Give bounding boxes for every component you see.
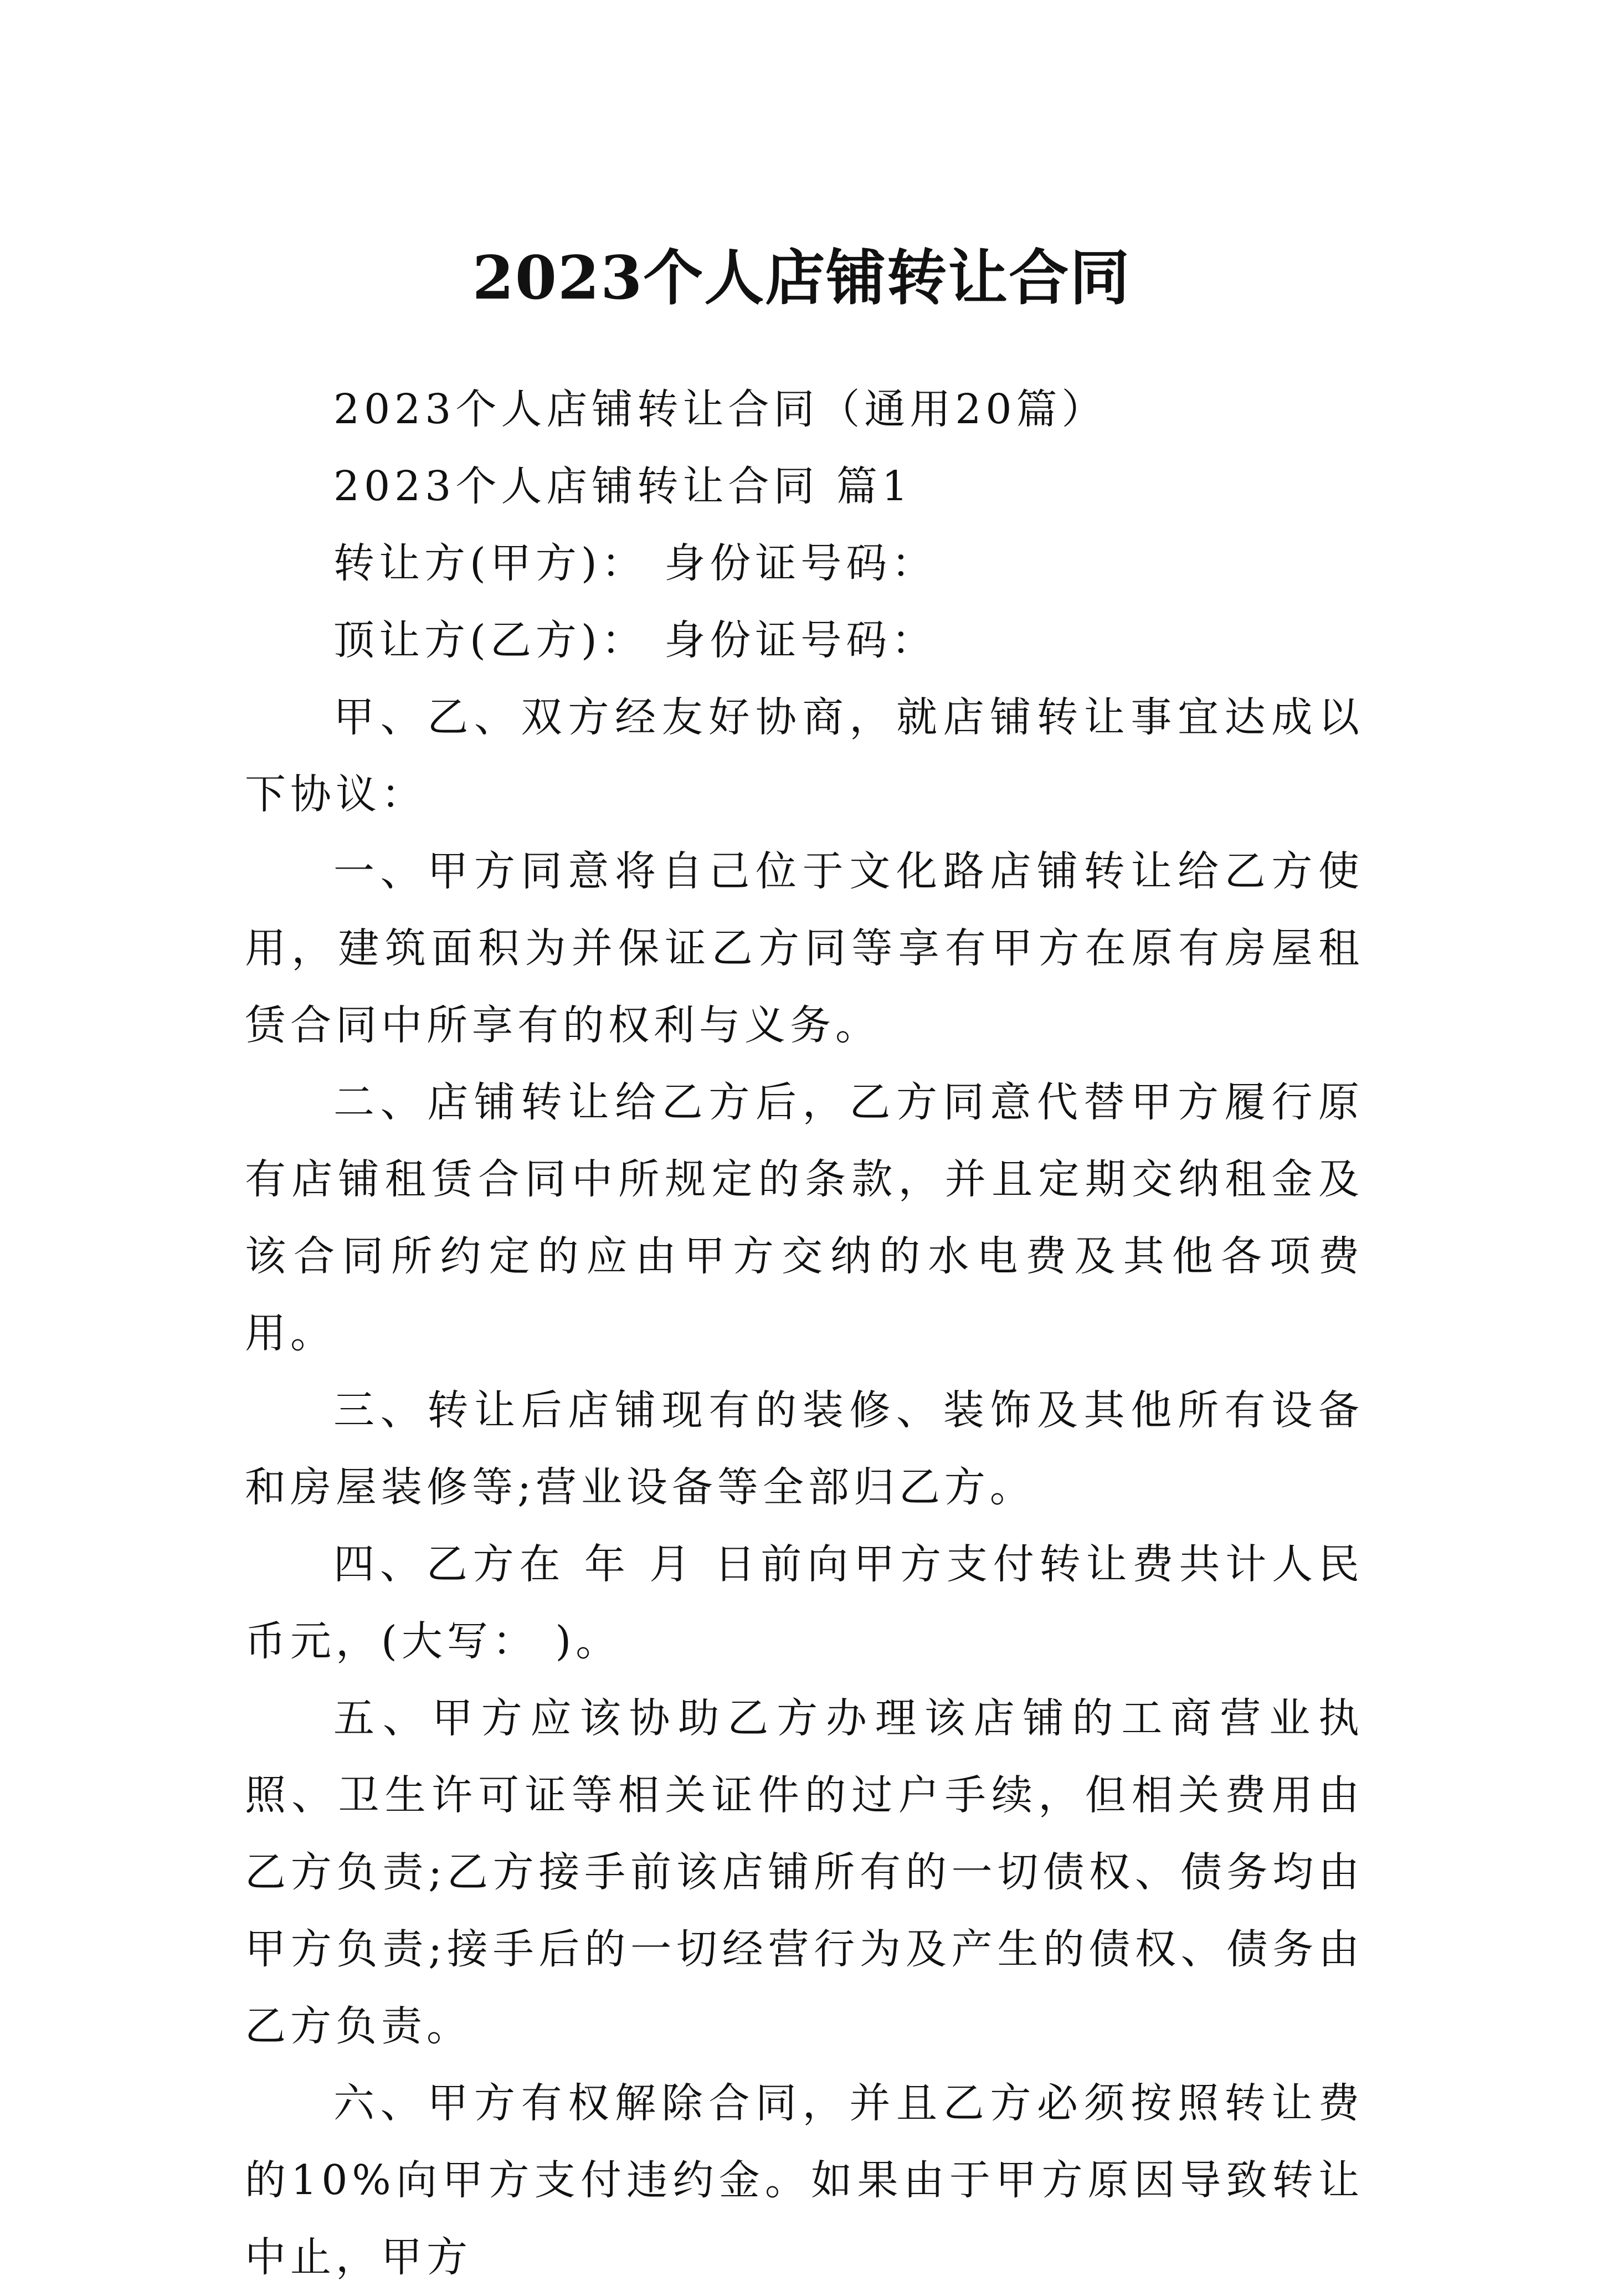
- document-body: [245, 371, 1364, 2296]
- clause-6: 六、甲方有权解除合同，并且乙方必须按照转让费的10%向甲方支付违约金。如果由于甲方原因导致转让中止，甲方: [245, 2079, 1364, 2281]
- party-b-line: 顶让方(乙方)： 身份证号码：: [333, 617, 937, 664]
- subtitle-paragraph: 2023个人店铺转让合同（通用20篇）: [333, 386, 1107, 433]
- clause-2: 二、店铺转让给乙方后，乙方同意代替甲方履行原有店铺租赁合同中所规定的条款，并且定期交纳租金及该合同所约定的应由甲方交纳的水电费及其他各项费用。: [245, 1078, 1364, 1357]
- document-title: 2023个人店铺转让合同: [472, 243, 1131, 314]
- intro-paragraph: 甲、乙、双方经友好协商，就店铺转让事宜达成以下协议：: [245, 694, 1364, 818]
- clause-5: 五、甲方应该协助乙方办理该店铺的工商营业执照、卫生许可证等相关证件的过户手续，但相关费用由乙方负责;乙方接手前该店铺所有的一切债权、债务均由甲方负责;接手后的一切经营行为及产生的债权、债务由乙方负责。: [245, 1694, 1364, 2050]
- clause-1: 一、甲方同意将自己位于文化路店铺转让给乙方使用，建筑面积为并保证乙方同等享有甲方在原有房屋租赁合同中所享有的权利与义务。: [245, 847, 1364, 1049]
- section-heading: 2023个人店铺转让合同 篇1: [333, 463, 912, 510]
- party-a-line: 转让方(甲方)： 身份证号码：: [333, 540, 937, 587]
- clause-3: 三、转让后店铺现有的装修、装饰及其他所有设备和房屋装修等;营业设备等全部归乙方。: [245, 1386, 1364, 1511]
- clause-4: 四、乙方在 年 月 日前向甲方支付转让费共计人民币元，(大写： )。: [245, 1540, 1364, 1665]
